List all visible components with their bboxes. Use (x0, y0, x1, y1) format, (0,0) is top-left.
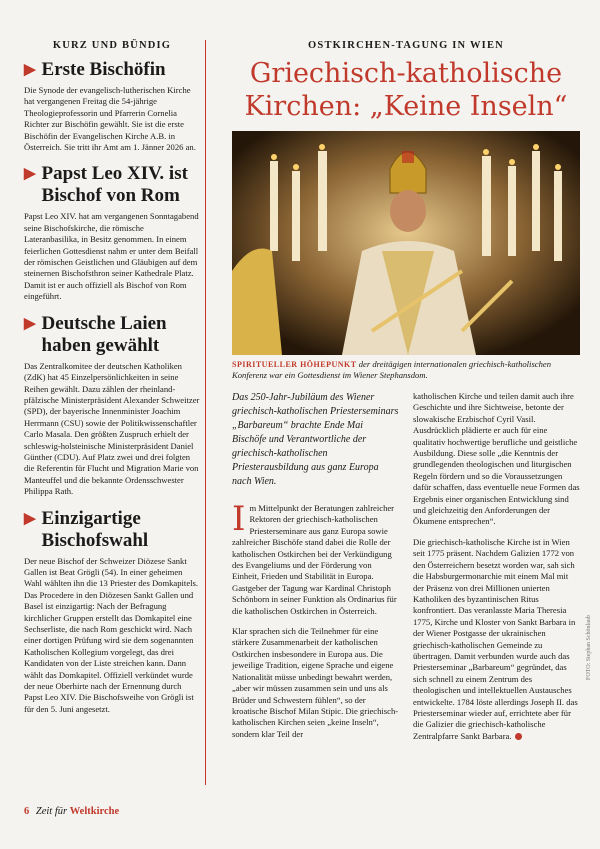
photo-caption: SPIRITUELLER HÖHEPUNKT der dreitägigen internationalen griechisch-katholischen Konferenz war ein Gottesdienst im Wiener Stephansdom. (232, 359, 552, 380)
brief-title: ▶ Papst Leo XIV. ist Bischof von Rom (24, 163, 188, 207)
brief-text: Das Zentralkomitee der deutschen Katholiken (ZdK) hat 45 Einzelpersönlichkeiten in seine Reihen gewählt. Dazu zählen der rheinland-pfälzische Ministerpräsident Alexander Schweitzer (SPD), der bayerische Innenminister Joachim Herrmann (CSU) sowie der Politikwissenschaftler Carlo Masala. Den größten Zuspruch erhielt der schleswig-holsteinische Ministerpräsident Daniel Günther (CDU). Auf Platz zwei und drei folgten die Referentin für Flucht und Migration Marie von Manteuffel und die bekannte Ordensschwester Philippa Rath. (24, 360, 200, 497)
article-column-2 (413, 391, 580, 751)
brief-text: Papst Leo XIV. hat am vergangenen Sonntagabend seine Bischofskirche, die römische Lateranbasilika, in Besitz genommen. In einem feierlichen Gottesdienst nahm er unter dem Beifall der römischen Geistlichen und Gläubigen auf dem steinernen Bischofsthron seiner Kathedrale Platz. Damit ist er auch offiziell als Bischof von Rom eingeführt. (24, 211, 199, 302)
article-column-1 (232, 391, 399, 751)
brief-text: Die Synode der evangelisch-lutherischen Kirche hat vergangenen Freitag die 54-jährige Theologieprofessorin und Pfarrerin Cornelia Richter zur Bischöfin gewählt. Sie ist die erste Bischöfin der Evangelischen Kirche A.B. in Österreich. Sie tritt ihr Amt am 1. Jänner 2026 an. (24, 85, 196, 153)
brief-item (24, 313, 200, 498)
brief-title: ▶ Deutsche Laien haben gewählt (24, 312, 167, 356)
brief-column (24, 40, 200, 725)
brief-text: Der neue Bischof der Schweizer Diözese Sankt Gallen ist Beat Grögli (54). In einer geheimen Wahl wählten ihn die 13 Priester des Domkapitels. Das Procedere in den Diözesen Sankt Gallen und Basel ist einzigartig: Nach der Befragung kirchlicher Gruppen erstellt das Domkapitel eine Sechserliste, die nach Rom geschickt wird. Nach einer dortigen Prüfung wird sie dem sogenannten Katholischen Kollegium vorgelegt, das drei Kandidaten von der Liste streichen kann. Dann wählt das Domkapitel. Offiziell verkündet wurde der neue Oberhirte nach der Ernennung durch Papst Leo XIV. Die Bischofsweihe von Grögli ist für den 5. Juni angesetzt. (24, 555, 199, 714)
brief-item (24, 59, 200, 153)
column-divider (205, 40, 206, 785)
article-kicker: OSTKIRCHEN-TAGUNG IN WIEN (308, 40, 504, 51)
article (232, 40, 580, 751)
footer-zeit: Zeit (35, 806, 53, 817)
drop-cap: I (232, 499, 246, 539)
page-number: 6 (24, 806, 30, 817)
end-mark-icon (515, 733, 522, 740)
brief-title: ▶ Erste Bischöfin (24, 59, 166, 80)
brief-title: ▶ Einzigartige Bischofswahl (24, 507, 149, 551)
article-intro: Das 250-Jahr-Jubiläum des Wiener griechisch-katholischen Priesterseminars „Barbareum“ brachte Ende Mai Bischöfe und Verantwortliche der griechisch-katholischen Priesterausbildung aus ganz Europa nach Wien. (232, 392, 399, 487)
article-columns (232, 391, 580, 751)
triangle-icon: ▶ (24, 510, 36, 527)
brief-item (24, 508, 200, 716)
triangle-icon: ▶ (24, 62, 36, 78)
article-photo (232, 131, 580, 355)
article-paragraph: Die griechisch-katholische Kirche ist in Wien seit 1775 präsent. Nachdem Galizien 1772 von den Österreichern besetzt worden war, sah sich die Habsburgermonarchie mit einem Mal mit der Präsenz von drei Millionen unierten Katholiken des byzantinischen Ritus konfrontiert. Das veranlasste Maria Theresia 1775, Kirche und Kloster von Sankt Barbara in der Wiener Postgasse der ukrainischen griechisch-katholischen Gemeinde zu übertragen. Damit verbunden wurde auch das Priesterseminar „Barbareum“ gegründet, das sich schnell zu einem Zentrum des theologischen und intellektuellen Austausches entwickelte. 1784 löste allerdings Joseph II. das Priesterseminar wieder auf, errichtete aber für die Galizier die griechisch-katholische Zentralpfarre Sankt Barbara. (413, 536, 578, 741)
article-paragraph: Klar sprachen sich die Teilnehmer für eine stärkere Zusammenarbeit der katholischen Ostkirchen insbesondere in Europa aus. Die jeweilige Tradition, eigene Sprache und eigene Nationalität müsse unbedingt bewahrt werden, „aber wir müssen zusammen sein und uns als Brüder und Schwestern fühlen“, so der kroatische Bischof Milan Stipic. Die griechisch-katholischen Kirchen seien „keine Inseln“, sondern klar Teil der (232, 626, 399, 739)
page-footer (24, 806, 119, 817)
brief-item (24, 163, 200, 302)
triangle-icon: ▶ (24, 315, 36, 332)
triangle-icon: ▶ (24, 166, 36, 183)
article-paragraph: Im Mittelpunkt der Beratungen zahlreicher Rektoren der griechisch-katholischen Priesterseminare aus ganz Europa sowie zahlreicher Bischöfe stand dabei die Rolle der katholischen Ostkirchen bei der Verkündigung des Evangeliums und der Förderung von Einheit, Frieden und Stabilität in Europa. Gastgeber der Tagung war Kardinal Christoph Schönborn in seiner Funktion als Ordinarius für die katholischen Ostkirchen in Österreich. (232, 499, 397, 616)
article-paragraph: katholischen Kirche und teilen damit auch ihre Geschichte und ihre Sichtweise, betonte der slowakische Erzbischof Cyril Vasil. Ausdrücklich plädierte er auch für eine qualitativ hochwertige berufliche und geistliche Ausbildung. Diese solle „die Kenntnis der grundlegenden theologischen und liturgischen Regeln fördern und so die Voraussetzungen dafür schaffen, dass eventuelle neue Formen das Ergebnis einer organischen Entwicklung sind und gleichzeitig den Anforderungen der Ökumene entsprechen“. (413, 391, 580, 527)
bishop-liturgy-image (232, 131, 580, 355)
brief-kicker: KURZ UND BÜNDIG (52, 40, 172, 51)
footer-fuer: für (54, 806, 68, 817)
article-headline: Griechisch-katholische Kirchen: „Keine Inseln“ (244, 58, 568, 122)
photo-credit: FOTO: Stephan Schönlaub (586, 615, 592, 680)
footer-brand: Weltkirche (69, 806, 120, 817)
